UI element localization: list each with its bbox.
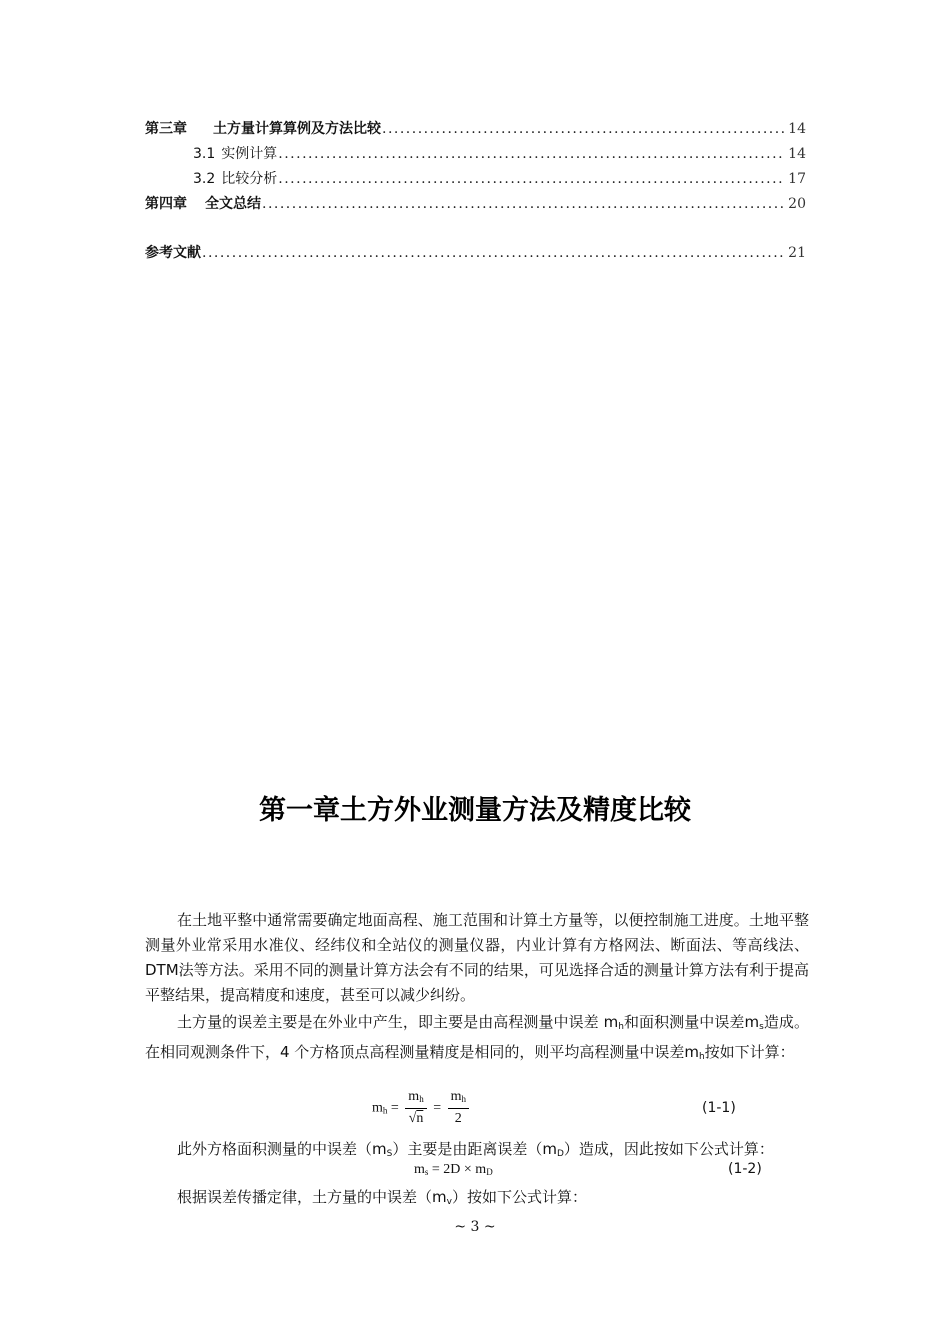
toc-entry-label: 3.1 — [193, 146, 216, 162]
toc-entry[interactable] — [145, 193, 806, 213]
formula-2: $m_s = 2D \times m_D$ — [414, 1162, 493, 1177]
page-footer: ~ 3 ~ — [454, 1219, 496, 1235]
equation-number-2: (1-2) — [728, 1161, 762, 1177]
toc-entry-label: 第三章 — [145, 121, 187, 137]
toc-page-number: 14 — [788, 121, 806, 137]
toc-entry[interactable] — [145, 143, 806, 163]
toc-entry[interactable] — [145, 168, 806, 188]
toc-entry-title — [145, 242, 201, 262]
toc-leader-dots — [278, 146, 784, 162]
equation-number-1: (1-1) — [702, 1100, 736, 1116]
toc-entry-text: 全文总结 — [205, 196, 261, 212]
toc-entry-label: 3.2 — [193, 171, 216, 187]
toc-leader-dots — [262, 196, 784, 212]
toc-entry-text: 比较分析 — [221, 171, 278, 187]
line-propagation: 根据误差传播定律，土方量的中误差$(m_v)$按如下公式计算： — [177, 1188, 587, 1207]
toc-leader-dots — [278, 171, 784, 187]
toc-entry-label: 第四章 — [145, 196, 187, 212]
formula-1: $m_h$ = $\frac{m_h}{√n}$ = $\frac{m_h}{2}$ — [372, 1088, 472, 1129]
toc-entry-title — [193, 143, 277, 163]
toc-entry-text: 参考文献 — [145, 245, 201, 261]
toc-page-number: 14 — [788, 146, 806, 162]
toc-page-number: 17 — [788, 171, 806, 187]
chapter-title: 第一章土方外业测量方法及精度比较 — [259, 795, 691, 826]
paragraph-intro: 在土地平整中通常需要确定地面高程、施工范围和计算土方量等，以便控制施工进度。土地平整测量外业常采用水准仪、经纬仪和全站仪的测量仪器，内业计算有方格网法、断面法、等高线法、DTM法等方法。采用不同的测量计算方法会有不同的结果，可见选择合适的测量计算方法有利于提高平整结果，提高精度和速度，甚至可以减少纠纷。 — [145, 911, 809, 1004]
toc-page-number: 20 — [788, 196, 806, 212]
paragraph-error: 土方量的误差主要是在外业中产生，即主要是由高程测量中误差 $m_h$和面积测量中误差$m_s$造成。在相同观测条件下，4 个方格顶点高程测量精度是相同的，则平均高程测量中误差$m_h$按如下计算： — [145, 1013, 809, 1062]
toc-entry-title — [193, 168, 277, 188]
toc-entry-text: 土方量计算算例及方法比较 — [213, 121, 381, 137]
toc-page-number: 21 — [788, 245, 806, 261]
toc-leader-dots — [202, 245, 784, 261]
line-area-error: 此外方格面积测量的中误差$(m_S)$主要是由距离误差$(m_D)$造成，因此按如下公式计算： — [177, 1140, 774, 1159]
toc-entry[interactable] — [145, 242, 806, 262]
toc-entry[interactable] — [145, 118, 806, 138]
toc-leader-dots — [382, 121, 784, 137]
toc-entry-title — [145, 193, 261, 213]
toc-entry-text: 实例计算 — [221, 146, 278, 162]
toc-entry-title — [145, 118, 381, 138]
